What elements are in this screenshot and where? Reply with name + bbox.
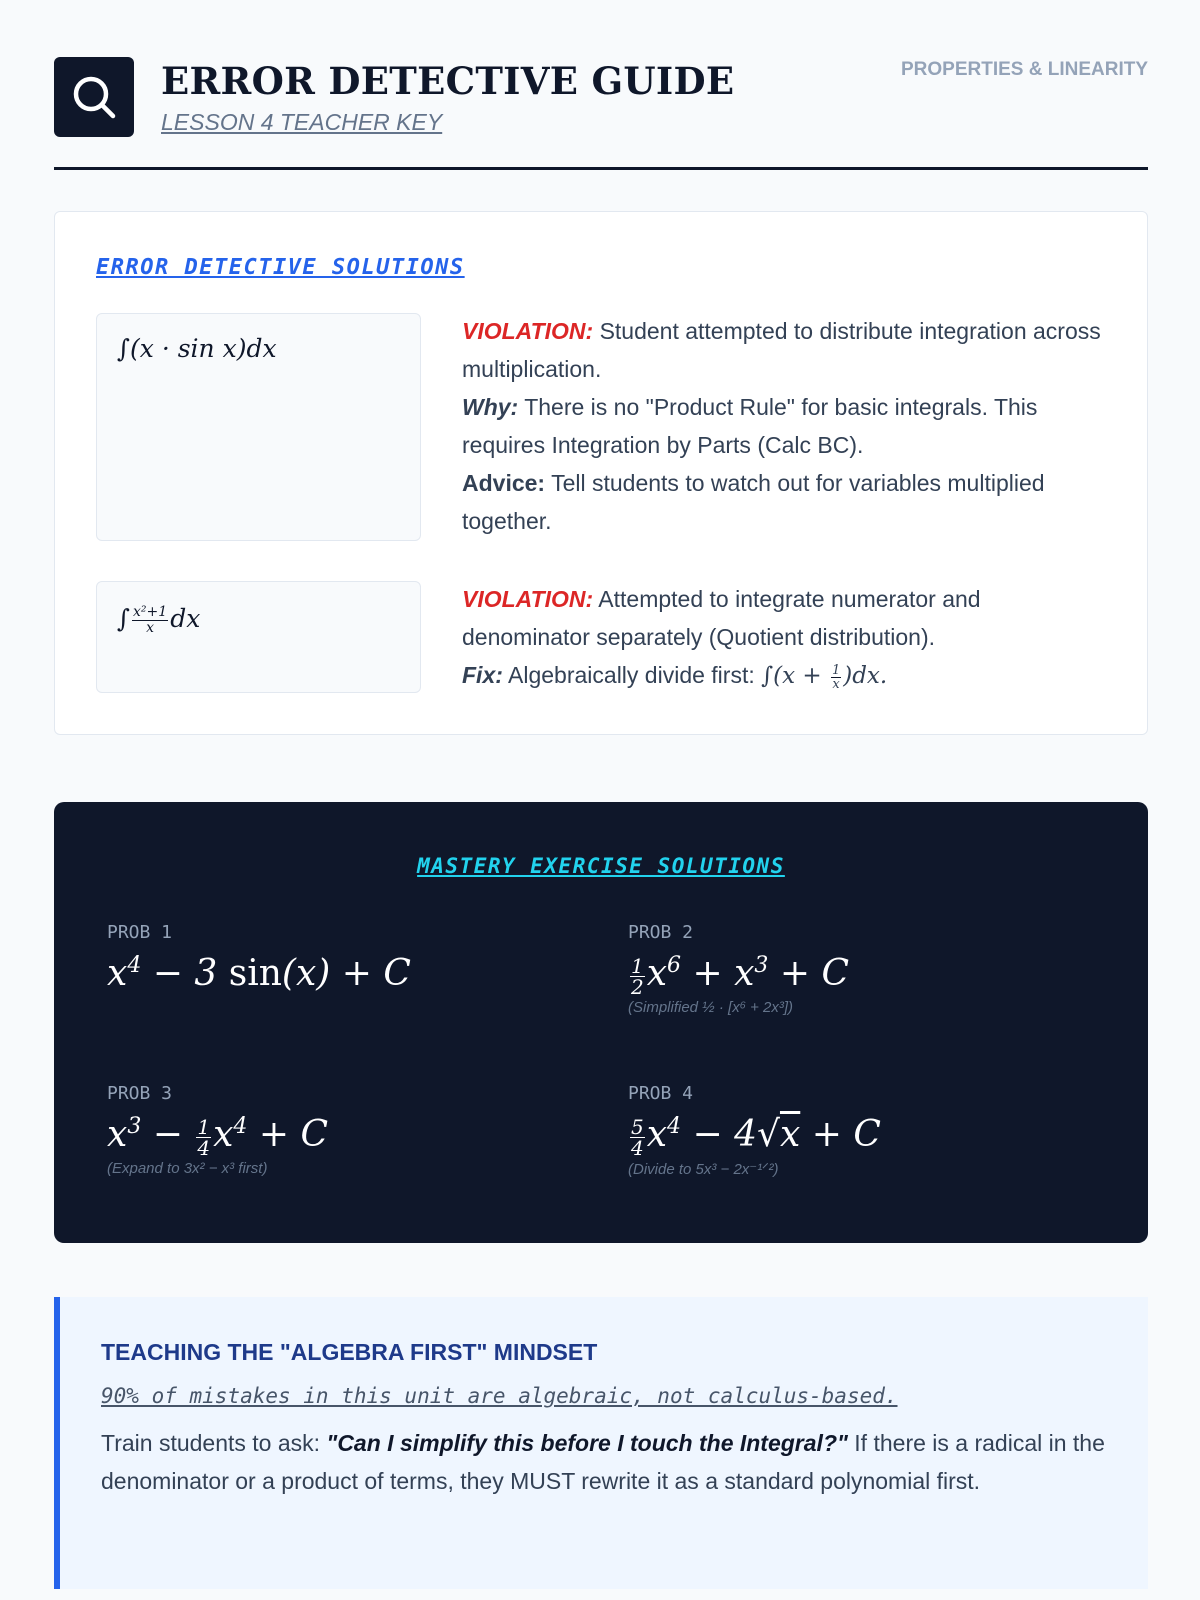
fix-math-prefix: ∫(x + (761, 663, 829, 689)
formula: ∫(x · sin x)dx (117, 334, 277, 363)
tip-body (101, 1424, 1111, 1500)
page-subtitle: LESSON 4 TEACHER KEY (161, 109, 443, 135)
problem-card (628, 1083, 881, 1178)
problem-note: (Divide to 5x³ − 2x⁻¹ᐟ²) (628, 1160, 779, 1178)
problem-answer: $x^3$ − $\frac{1}{4}$ $x^4 + C$ (107, 1114, 329, 1160)
formula-fraction (132, 605, 168, 636)
advice-text: Tell students to watch out for variables multiplied together. (462, 470, 1045, 534)
why-text: There is no "Product Rule" for basic integrals. This requires Integration by Parts (Calc BC). (462, 394, 1038, 458)
tip-subheading: 90% of mistakes in this unit are algebraic, not calculus-based. (101, 1384, 898, 1408)
solutions-card (54, 211, 1148, 735)
problem-card (107, 922, 411, 994)
teaching-tip (54, 1297, 1148, 1589)
fix-label: Fix: (462, 662, 503, 688)
fix-math (761, 662, 888, 692)
advice-label: Advice: (462, 470, 546, 496)
problem-label: PROB 3 (107, 1083, 173, 1104)
problem-label: PROB 1 (107, 922, 173, 943)
problem-answer: $\frac{5}{4}$ $x^4 - 4√x + C$ (631, 1114, 881, 1160)
formula-box (96, 313, 421, 541)
fraction-denominator: x (146, 620, 155, 636)
fraction-denominator: x (832, 676, 840, 692)
topic-label: PROPERTIES & LINEARITY (900, 59, 1148, 80)
formula-dx: dx (170, 604, 201, 633)
solution-explanation (462, 580, 1112, 695)
problem-card (107, 1083, 328, 1177)
fraction-numerator: 1 (831, 662, 841, 678)
page-title: ERROR DETECTIVE GUIDE (161, 59, 735, 103)
violation-text: Attempted to integrate numerator and denominator separately (Quotient distribution). (462, 586, 981, 650)
problem-label: PROB 2 (628, 922, 694, 943)
logo (54, 57, 134, 137)
fraction-numerator: x²+1 (133, 604, 168, 620)
problem-note: (Expand to 3x² − x³ first) (107, 1159, 268, 1177)
page-header (54, 57, 1148, 170)
problem-label: PROB 4 (628, 1083, 694, 1104)
violation-label: VIOLATION: (462, 586, 594, 612)
fix-text: Algebraically divide first: (508, 662, 755, 688)
solution-explanation (462, 312, 1112, 540)
tip-body-suffix: If there is a radical in the denominator or a product of terms, they MUST rewrite it as a standard polynomial first. (101, 1430, 1105, 1494)
fix-math-fraction (831, 664, 841, 691)
problem-card (628, 922, 849, 1016)
magnifier-icon (70, 73, 118, 121)
mastery-panel (54, 802, 1148, 1243)
why-label: Why: (462, 394, 519, 420)
violation-label: VIOLATION: (462, 318, 594, 344)
solutions-heading: ERROR DETECTIVE SOLUTIONS (96, 255, 465, 280)
formula (117, 604, 200, 636)
tip-body-prefix: Train students to ask: (101, 1430, 321, 1456)
problem-note: (Simplified ½ · [x⁶ + 2x³]) (628, 998, 794, 1016)
fix-math-suffix: )dx. (843, 663, 888, 689)
tip-heading: TEACHING THE "ALGEBRA FIRST" MINDSET (101, 1339, 598, 1365)
problem-answer: $\frac{1}{2}$ $x^6 + x^3 + C$ (631, 953, 850, 999)
problem-answer: $x^4 - 3$ sin(x) + C (107, 953, 411, 994)
violation-text: Student attempted to distribute integration across multiplication. (462, 318, 1101, 382)
formula-integral: ∫ (117, 604, 131, 633)
formula-box (96, 581, 421, 693)
mastery-heading: MASTERY EXERCISE SOLUTIONS (417, 854, 785, 878)
tip-quote: "Can I simplify this before I touch the Integral?" (326, 1430, 848, 1456)
